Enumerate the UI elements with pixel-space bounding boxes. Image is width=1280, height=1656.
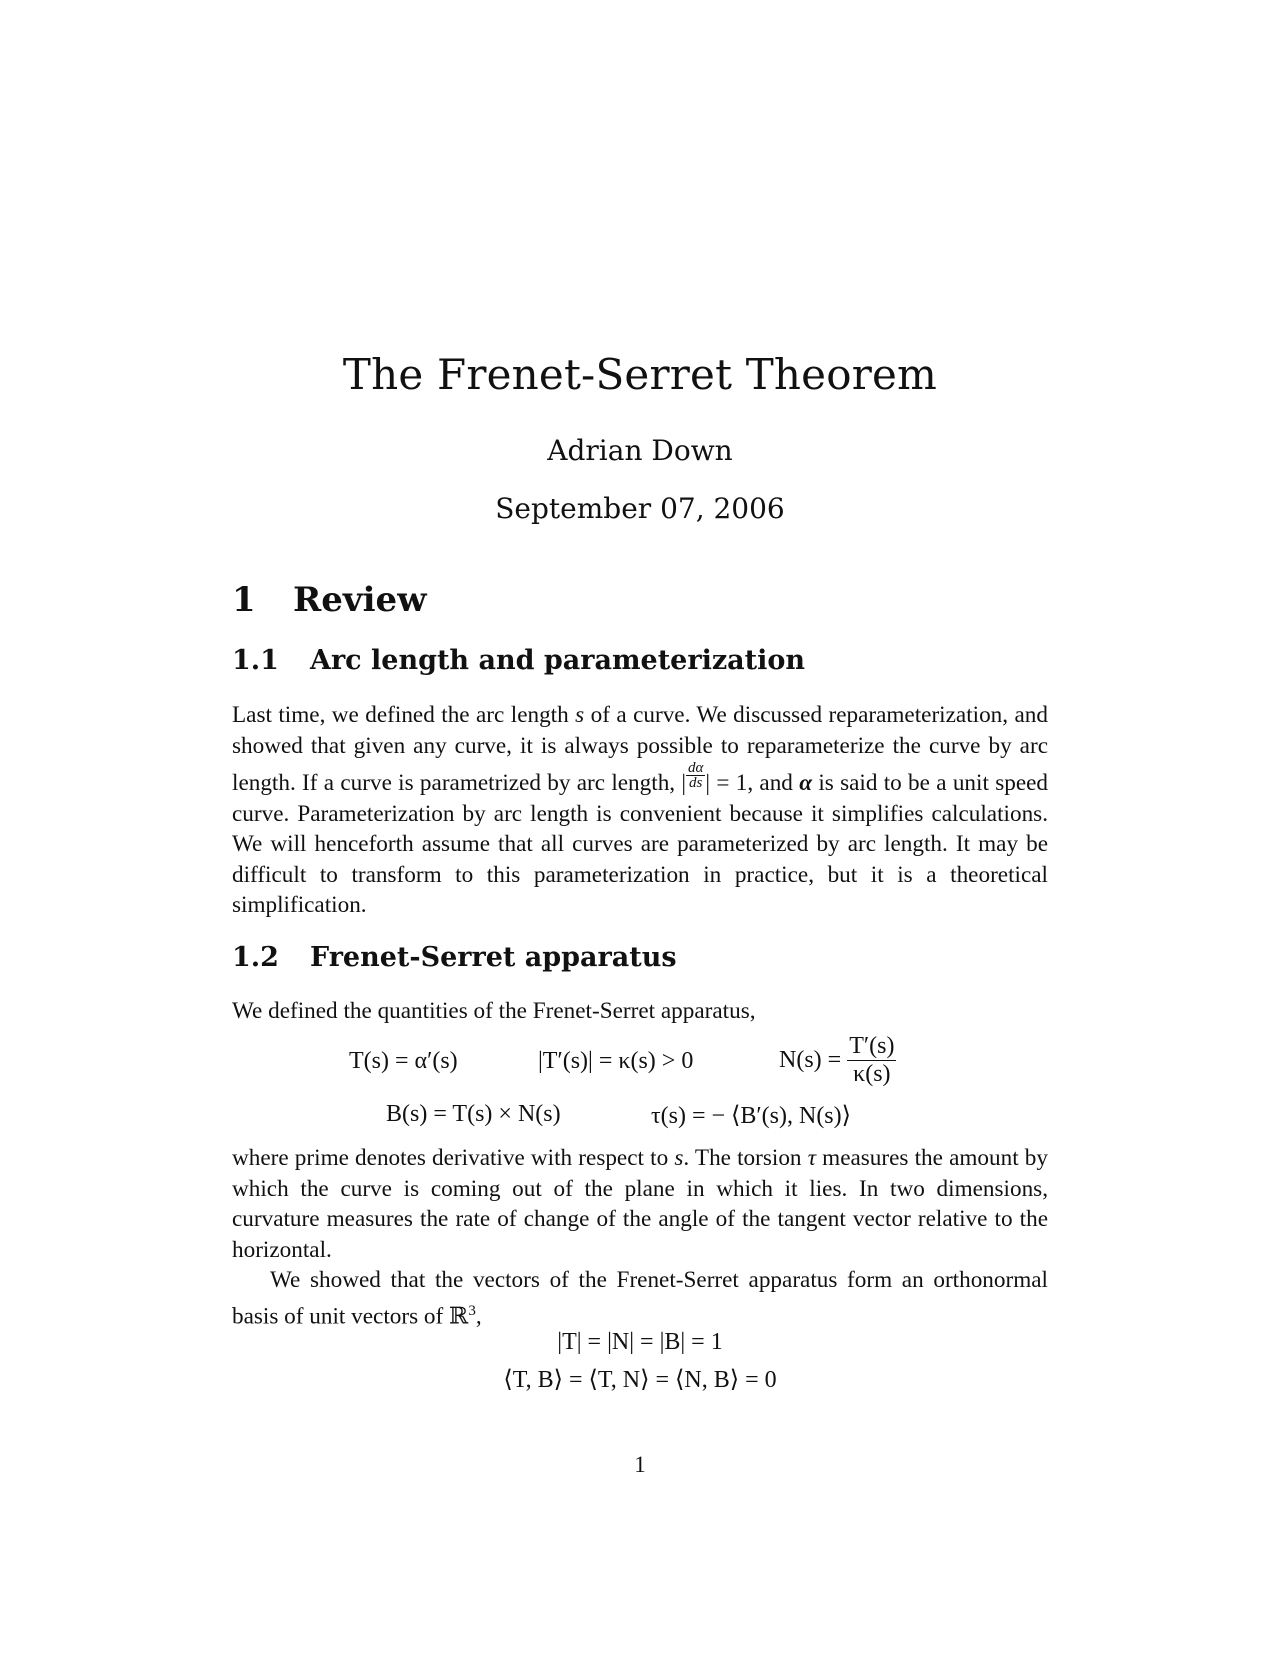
equation-lhs: N(s) = xyxy=(779,1047,842,1073)
paper-author: Adrian Down xyxy=(547,434,733,467)
fraction-dalpha-ds xyxy=(686,761,705,790)
text-run: Last time, we defined the arc length xyxy=(232,702,576,728)
equation-tangent xyxy=(349,1048,458,1075)
paragraph-torsion xyxy=(232,1143,1048,1332)
text-run: We showed that the vectors of the Frenet-Serret apparatus form an orthonormal basis of unit vectors of xyxy=(232,1267,1048,1330)
text-run: We defined the quantities of the Frenet-Serret apparatus, xyxy=(232,998,756,1024)
math-var-alpha: α xyxy=(799,770,813,796)
text-run: measures the amount by which the curve is coming out of the plane in which it lies. In two dimensions, curvature measures the rate of change of the angle of the tangent vector relative to the horizontal. xyxy=(232,1145,1048,1263)
math-exponent: 3 xyxy=(468,1302,476,1319)
subsection-number: 1.2 xyxy=(232,942,279,973)
paragraph-arc-length xyxy=(232,700,1048,921)
text-run: of a curve. We discussed reparameterization, and showed that given any curve, it is always possible to reparameterize the curve by arc length. If a curve is parametrized by arc length, | xyxy=(232,702,1048,796)
math-reals: ℝ xyxy=(449,1303,469,1330)
fraction-denominator: κ(s) xyxy=(853,1061,891,1087)
equation-text: |T′(s)| = κ(s) > 0 xyxy=(538,1048,694,1074)
paragraph-intro xyxy=(232,996,1048,1027)
math-var-s: s xyxy=(674,1145,684,1171)
equation-normal xyxy=(779,1033,896,1088)
fraction-numerator: dα xyxy=(688,760,704,776)
section-number: 1 xyxy=(232,580,256,620)
equation-binormal xyxy=(386,1101,561,1128)
section-title: Review xyxy=(293,580,427,620)
subsection-title: Frenet-Serret apparatus xyxy=(310,942,677,973)
math-var-tau: τ xyxy=(807,1145,816,1171)
equation-curvature xyxy=(538,1048,693,1075)
equation-unit-norms xyxy=(0,1329,1280,1356)
text-run: where prime denotes derivative with respect to xyxy=(232,1145,675,1171)
subsection-number: 1.1 xyxy=(232,645,279,676)
fraction-numerator: T′(s) xyxy=(849,1033,895,1059)
equation-text: B(s) = T(s) × N(s) xyxy=(386,1101,561,1127)
fraction-denominator: ds xyxy=(689,775,703,791)
equation-text: τ(s) = − ⟨B′(s), N(s)⟩ xyxy=(651,1103,852,1129)
text-run: . The torsion xyxy=(683,1145,808,1171)
subsection-title: Arc length and parameterization xyxy=(310,645,806,676)
equation-torsion xyxy=(651,1101,851,1130)
text-run: | = 1, and xyxy=(705,770,800,796)
equation-text: ⟨T, B⟩ = ⟨T, N⟩ = ⟨N, B⟩ = 0 xyxy=(503,1367,777,1393)
paper-title: The Frenet-Serret Theorem xyxy=(342,350,938,399)
paper-date: September 07, 2006 xyxy=(495,492,785,525)
text-run: , xyxy=(475,1303,482,1330)
equation-text: |T| = |N| = |B| = 1 xyxy=(557,1329,723,1355)
text-run: is said to be a unit speed curve. Parameterization by arc length is convenient because it simplifies calculations. We will henceforth assume that all curves are parameterized by arc length. It may be difficult to transform to this parameterization in practice, but it is a theoretical simplification. xyxy=(232,770,1048,918)
math-var-s: s xyxy=(575,702,585,728)
page-number: 1 xyxy=(634,1452,646,1477)
fraction-normal xyxy=(847,1033,896,1088)
equation-text: T(s) = α′(s) xyxy=(349,1048,458,1074)
equation-orthogonality xyxy=(0,1365,1280,1394)
